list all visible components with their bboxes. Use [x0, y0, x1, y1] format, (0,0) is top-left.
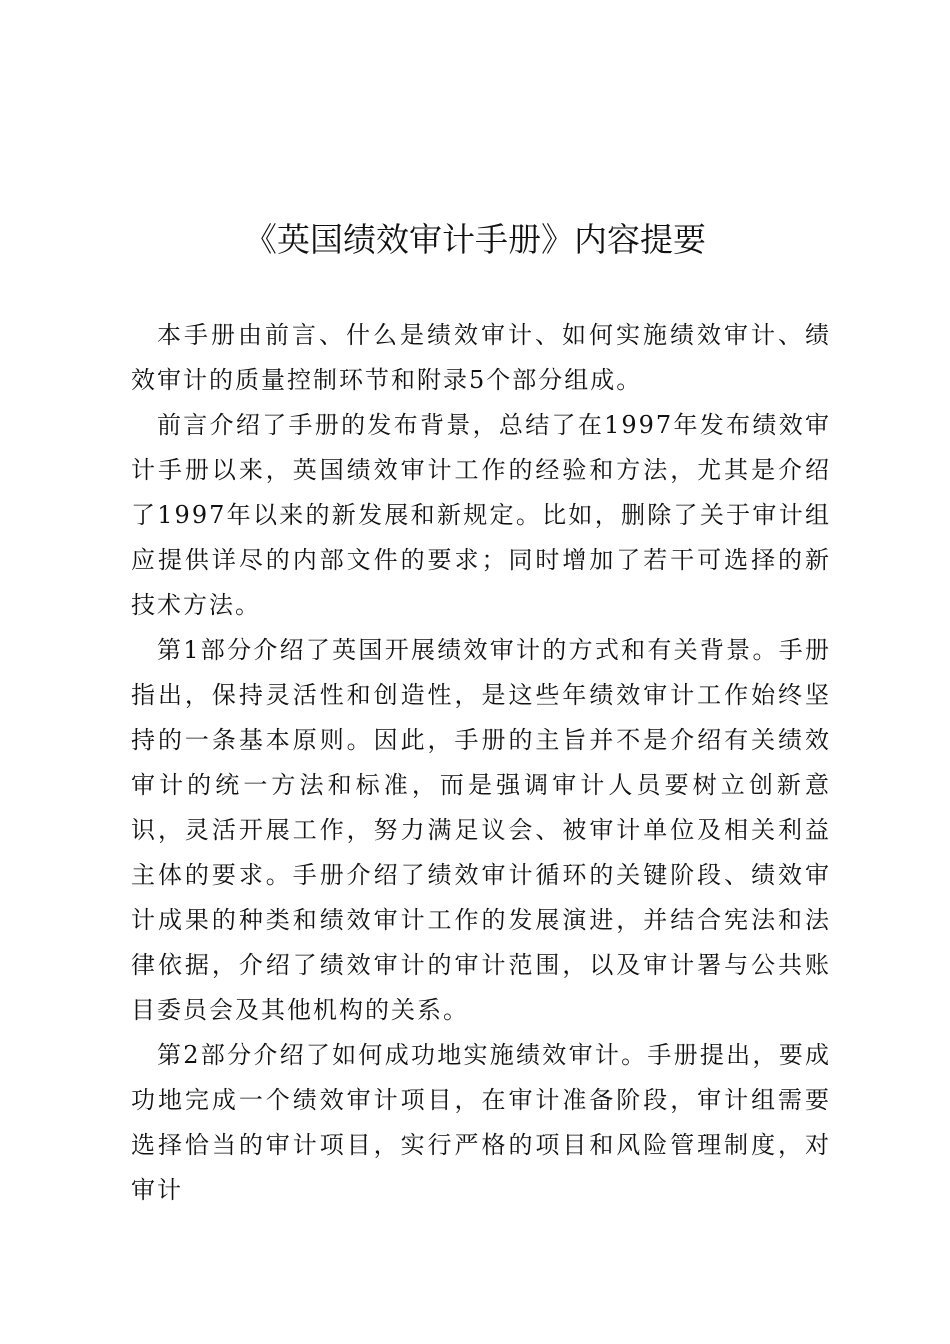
paragraph-preface: 前言介绍了手册的发布背景，总结了在1997年发布绩效审计手册以来，英国绩效审计工作的经验和方法，尤其是介绍了1997年以来的新发展和新规定。比如，删除了关于审计组应提供详尽的内部文件的要求；同时增加了若干可选择的新技术方法。 [131, 411, 831, 619]
paragraph-composition: 本手册由前言、什么是绩效审计、如何实施绩效审计、绩效审计的质量控制环节和附录5个部分组成。 [131, 321, 831, 394]
document-body [131, 313, 831, 1213]
paragraph-part-2: 第2部分介绍了如何成功地实施绩效审计。手册提出，要成功地完成一个绩效审计项目，在审计准备阶段，审计组需要选择恰当的审计项目，实行严格的项目和风险管理制度，对审计 [131, 1041, 831, 1204]
paragraph-part-1: 第1部分介绍了英国开展绩效审计的方式和有关背景。手册指出，保持灵活性和创造性，是这些年绩效审计工作始终坚持的一条基本原则。因此，手册的主旨并不是介绍有关绩效审计的统一方法和标准，而是强调审计人员要树立创新意识，灵活开展工作，努力满足议会、被审计单位及相关利益主体的要求。手册介绍了绩效审计循环的关键阶段、绩效审计成果的种类和绩效审计工作的发展演进，并结合宪法和法律依据，介绍了绩效审计的审计范围，以及审计署与公共账目委员会及其他机构的关系。 [131, 636, 831, 1024]
document-title: 《英国绩效审计手册》内容提要 [244, 220, 706, 259]
